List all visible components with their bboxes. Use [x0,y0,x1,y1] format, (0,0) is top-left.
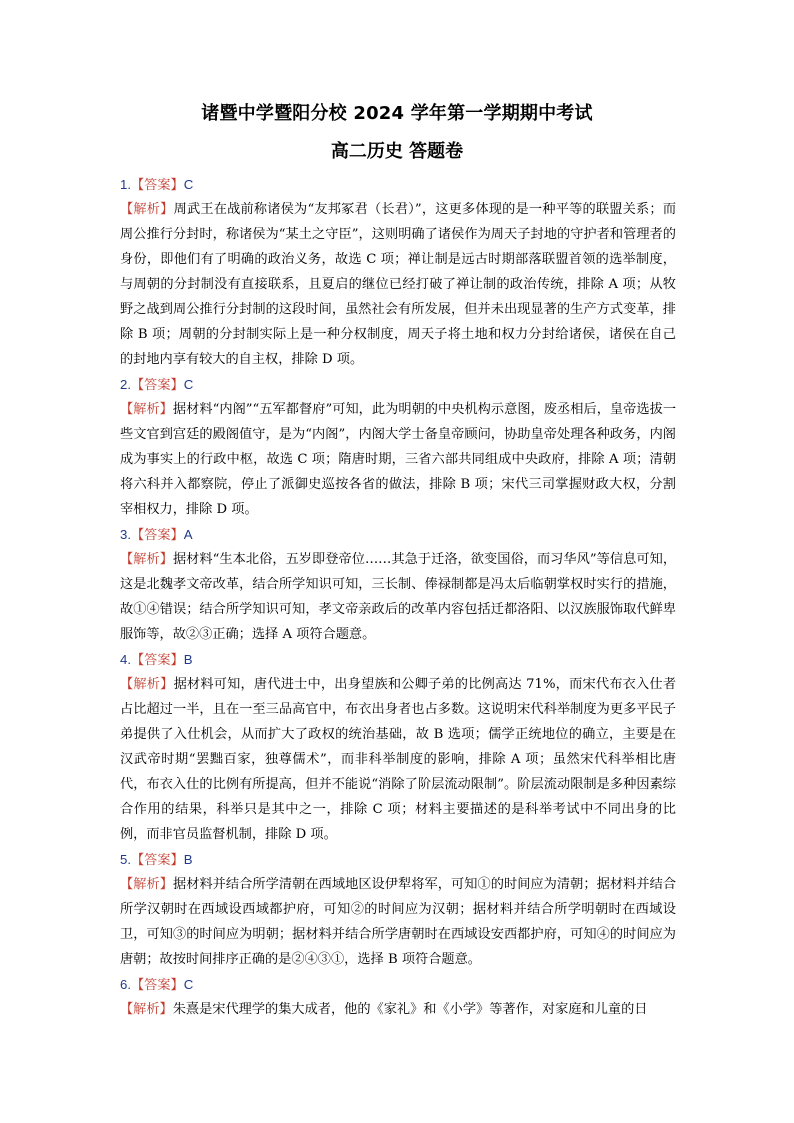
analysis-paragraph [120,672,676,847]
analysis-tag: 【解析】 [120,677,174,692]
analysis-paragraph [120,197,676,372]
question-number: 6. [120,977,131,992]
answer-line [120,847,676,872]
question-block-1 [120,172,676,372]
question-number: 2. [120,377,131,392]
answer-value: C [183,977,194,992]
answers-section [120,172,676,1022]
question-block-4 [120,647,676,847]
question-number: 5. [120,852,131,867]
analysis-text: 据材料并结合所学清朝在西域地区设伊犁将军，可知①的时间应为清朝；据材料并结合所学汉朝时在西域设西域都护府，可知②的时间应为汉朝；据材料并结合所学明朝时在西域设卫，可知③的时间应为明朝；据材料并结合所学唐朝时在西域设安西都护府，可知④的时间应为唐朝；故按时间排序正确的是②④③①，选择 B 项符合题意。 [120,877,677,967]
analysis-text: 据材料可知，唐代进士中，出身望族和公卿子弟的比例高达 71%，而宋代布衣入仕者占比超过一半，且在一至三品高官中，布衣出身者也占多数。这说明宋代科举制度为更多平民子弟提供了入仕机会，从而扩大了政权的统治基础，故 B 选项；儒学正统地位的确立，主要是在汉武帝时期“罢黜百家，独尊儒术”，而非科举制度的影响，排除 A 项；虽然宋代科举相比唐代，布衣入仕的比例有所提高，但并不能说“消除了阶层流动限制”。阶层流动限制是多种因素综合作用的结果，科举只是其中之一，排除 C 项；材料主要描述的是科举考试中不同出身的比例，而非官员监督机制，排除 D 项。 [120,677,677,842]
question-block-2 [120,372,676,522]
answer-tag: 【答案】 [131,653,184,668]
page-title: 诸暨中学暨阳分校 2024 学年第一学期期中考试 [201,103,593,124]
analysis-paragraph [120,872,676,972]
answer-value: C [183,177,194,192]
answer-line [120,172,676,197]
answer-line [120,972,676,997]
question-block-6 [120,972,676,1022]
question-block-5 [120,847,676,972]
analysis-paragraph [120,397,676,522]
page-subtitle: 高二历史 答题卷 [330,141,464,162]
analysis-paragraph [120,547,676,647]
analysis-tag: 【解析】 [120,1002,173,1017]
answer-line [120,647,676,672]
answer-value: B [183,852,193,867]
analysis-text: 据材料“生本北俗，五岁即登帝位……其急于迁洛，欲变国俗，而习华风”等信息可知，这是北魏孝文帝改革，结合所学知识可知，三长制、俸禄制都是冯太后临朝掌权时实行的措施，故①④错误；结合所学知识可知，孝文帝亲政后的改革内容包括迁都洛阳、以汉族服饰取代鲜卑服饰等，故②③正确；选择 A 项符合题意。 [120,552,677,642]
answer-tag: 【答案】 [131,178,184,193]
answer-value: C [183,377,194,392]
analysis-tag: 【解析】 [120,877,173,892]
answer-value: B [183,652,193,667]
question-block-3 [120,522,676,647]
answer-tag: 【答案】 [131,853,184,868]
analysis-tag: 【解析】 [120,402,173,417]
answer-line [120,522,676,547]
analysis-text: 据材料“内阁”“五军都督府”可知，此为明朝的中央机构示意图，废丞相后，皇帝选拔一些文官到宫廷的殿阁值守，是为“内阁”，内阁大学士备皇帝顾问，协助皇帝处理各种政务，内阁成为事实上的行政中枢，故选 C 项；隋唐时期，三省六部共同组成中央政府，排除 A 项；清朝将六科并入都察院，停止了派御史巡按各省的做法，排除 B 项；宋代三司掌握财政大权，分割宰相权力，排除 D 项。 [120,402,677,517]
answer-line [120,372,676,397]
answer-tag: 【答案】 [131,528,184,543]
analysis-text: 朱熹是宋代理学的集大成者，他的《家礼》和《小学》等著作，对家庭和儿童的日 [172,1002,648,1017]
question-number: 3. [120,527,131,542]
analysis-text: 周武王在战前称诸侯为“友邦冢君（长君）”，这更多体现的是一种平等的联盟关系；而周公推行分封时，称诸侯为“某土之守臣”，这则明确了诸侯作为周天子封地的守护者和管理者的身份，即他们有了明确的政治义务，故选 C 项；禅让制是远古时期部落联盟首领的选举制度，与周朝的分封制没有直接联系，且夏启的继位已经打破了禅让制的政治传统，排除 A 项；从牧野之战到周公推行分封制的这段时间，虽然社会有所发展，但并未出现显著的生产方式变革，排除 B 项；周朝的分封制实际上是一种分权制度，周天子将土地和权力分封给诸侯，诸侯在自己的封地内享有较大的自主权，排除 D 项。 [120,202,677,367]
answer-value: A [183,527,193,542]
analysis-tag: 【解析】 [120,552,173,567]
answer-tag: 【答案】 [131,978,184,993]
question-number: 1. [120,177,131,192]
analysis-tag: 【解析】 [120,202,174,217]
question-number: 4. [120,652,131,667]
answer-tag: 【答案】 [131,378,184,393]
analysis-paragraph [120,997,676,1022]
